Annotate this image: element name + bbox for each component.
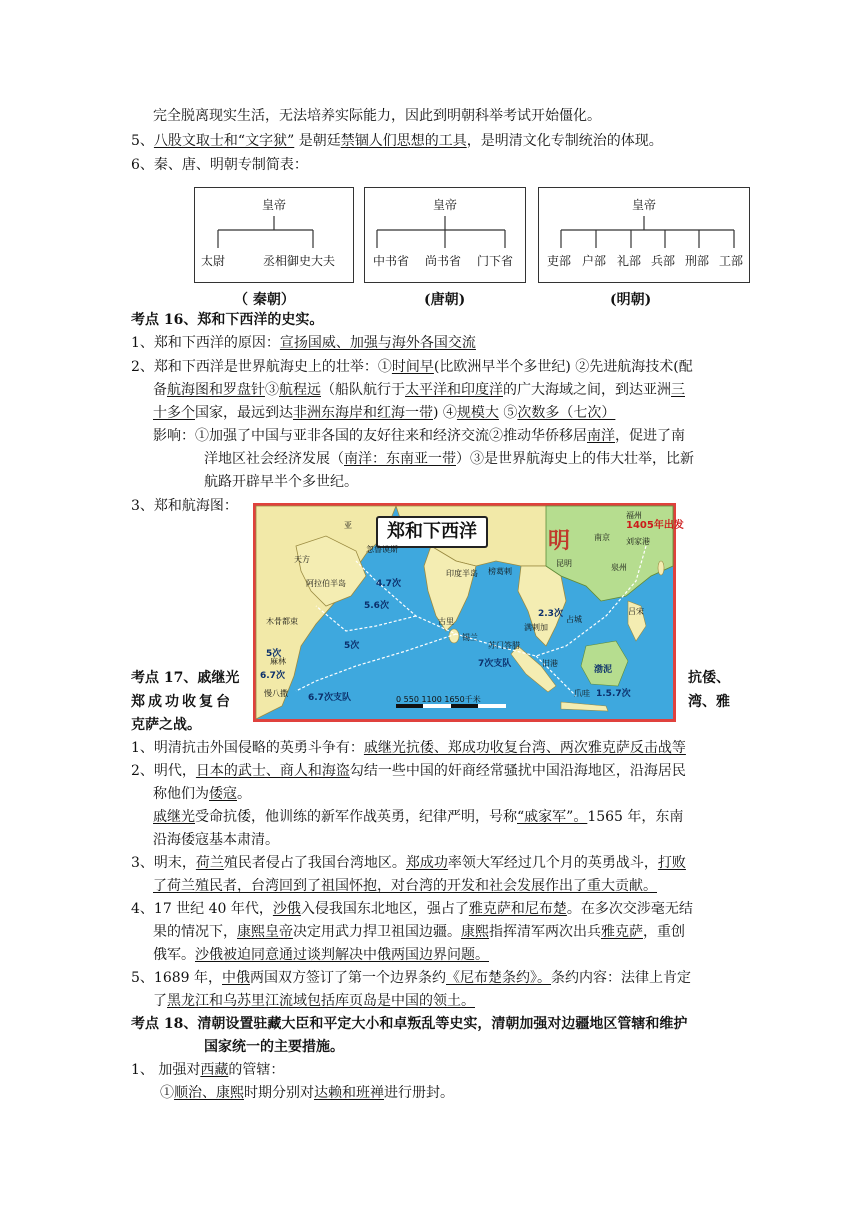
text-line — [131, 968, 691, 988]
tang-dynasty-chart — [364, 187, 526, 283]
text: （船队航行于 — [321, 382, 405, 398]
voyage-label: 2.3次 — [538, 609, 563, 619]
chart-node-label: 户部 — [582, 254, 607, 268]
voyage-label: 5次 — [344, 641, 360, 651]
underlined-text: 规模大 — [456, 405, 499, 421]
section-heading: 抗倭、 — [688, 670, 730, 686]
map-label: 吕宋 — [628, 607, 644, 616]
text: 了 — [153, 993, 167, 1009]
underlined-text: 太平洋和印度洋 — [405, 382, 503, 398]
underlined-text: 航程远 — [279, 382, 321, 398]
underlined-text: 南洋：东南亚一带 — [344, 451, 456, 467]
map-label: 爪哇 — [574, 689, 590, 698]
text-line — [204, 472, 358, 492]
paragraph-text: 沿海倭寇基本肃清。 — [153, 832, 279, 848]
text: 进行册封。 — [384, 1085, 454, 1101]
text: 勾结一些中国的奸商经常骚扰中国沿海地区，沿海居民 — [349, 763, 686, 779]
underlined-text: 三 — [671, 382, 685, 398]
chart-top-label: 皇帝 — [631, 198, 656, 212]
underlined-text: 康熙皇帝 — [237, 924, 293, 940]
underlined-text: 雅克萨和尼布楚 — [468, 901, 567, 917]
text-line — [131, 738, 686, 758]
text: 2、明代， — [131, 763, 196, 779]
map-title: 郑和下西洋 — [376, 516, 488, 548]
underlined-text: 了荷兰殖民者，台湾回到了祖国怀抱，对台湾的开发和社会发展作出了重大贡献。 — [153, 878, 657, 894]
text: 受命抗倭，他训练的新军作战英勇，纪律严明，号称 — [195, 809, 517, 825]
text: 1、郑和下西洋的原因： — [131, 335, 280, 351]
map-label: 忽鲁谟斯 — [366, 545, 398, 554]
text-line — [131, 155, 308, 175]
underlined-text: 荷兰 — [195, 855, 224, 871]
text: 条约内容：法律上肯定 — [551, 970, 691, 986]
voyage-label: 6.7次 — [260, 671, 285, 681]
underlined-text: 顺治、康熙 — [174, 1085, 244, 1101]
map-label: 泉州 — [611, 563, 627, 572]
underlined-text: 戚继光抗倭、郑成功收复台湾、两次雅克萨反击战等 — [363, 740, 686, 756]
map-label: 麻林 — [270, 657, 286, 666]
text: ⑤ — [498, 405, 518, 421]
underlined-text: 日本的武士、商人和海盗 — [195, 763, 350, 779]
chart-caption: （ 秦朝） — [234, 292, 295, 308]
text: 殖民者侵占了我国台湾地区。 — [223, 855, 406, 871]
underlined-text: 次数多（七次） — [517, 405, 616, 421]
map-label: 木骨都束 — [266, 617, 298, 626]
chart-caption: (明朝) — [610, 292, 652, 308]
underlined-text: 戚继光 — [153, 809, 195, 825]
map-country-label: 明 — [548, 529, 571, 554]
map-label: 占城 — [566, 615, 582, 624]
map-label: 印度半岛 — [446, 569, 478, 578]
text: 3、明末， — [131, 855, 196, 871]
text: 称他们为 — [153, 786, 209, 802]
text-line — [153, 991, 475, 1011]
text: 率领大军经过几个月的英勇战斗， — [447, 855, 658, 871]
paragraph-text: 航路开辟早半个多世纪。 — [204, 474, 358, 490]
underlined-text: 南洋 — [587, 428, 615, 444]
text: 1565 年，东南 — [587, 809, 684, 825]
text-line — [153, 784, 251, 804]
underlined-text: 十多个 — [153, 405, 195, 421]
voyage-label: 1.5.7次 — [596, 689, 631, 699]
map-note: 1405年出发 — [626, 520, 684, 531]
map-label: 阿拉伯半岛 — [306, 579, 346, 588]
underlined-text: 禁锢人们思想的工具 — [340, 133, 467, 149]
paragraph-text: 6、秦、唐、明朝专制简表： — [131, 157, 308, 173]
text-line — [131, 899, 693, 919]
text: 时期分别对 — [244, 1085, 314, 1101]
section-heading: 国家统一的主要措施。 — [204, 1039, 344, 1055]
map-label: 古里 — [438, 617, 454, 626]
text: 影响：①加强了中国与亚非各国的友好往来和经济交流②推动华侨移居 — [153, 428, 587, 444]
chart-node-label: 丞相御史大夫 — [263, 254, 336, 268]
underlined-text: 黑龙江和乌苏里江流域包括库页岛是中国的领土。 — [167, 993, 475, 1009]
text-line — [153, 830, 279, 850]
section-heading: 郑成功收复台 — [131, 694, 233, 710]
text: 指挥清军两次出兵 — [489, 924, 601, 940]
underlined-text: 非洲东海岸和红海一带 — [293, 405, 433, 421]
text: 洋地区社会经济发展（ — [204, 451, 344, 467]
text-line — [153, 922, 685, 942]
voyage-label: 7次支队 — [478, 659, 512, 669]
text-line — [131, 853, 686, 873]
map-label: 渤泥 — [594, 665, 613, 675]
text-line — [153, 403, 615, 423]
text: 入侵我国东北地区，强占了 — [300, 901, 469, 917]
underlined-text: 倭寇 — [209, 786, 237, 802]
underlined-text: 打败 — [657, 855, 686, 871]
map-scale: 0 550 1100 1650千米 — [396, 695, 481, 704]
map-label: 南京 — [594, 533, 610, 542]
underlined-text: 中俄 — [222, 970, 250, 986]
text-line — [131, 496, 238, 516]
voyage-label: 6.7次支队 — [308, 693, 351, 703]
chart-node-label: 工部 — [719, 254, 744, 268]
text-line — [153, 380, 685, 400]
text: 4、17 世纪 40 年代， — [131, 901, 273, 917]
text: 的管辖： — [228, 1062, 285, 1078]
voyage-label: 4.7次 — [376, 579, 401, 589]
section-heading: 考点 17、戚继光 — [131, 670, 240, 686]
text-line — [131, 357, 693, 377]
text: 果的情况下， — [153, 924, 237, 940]
map-label: 刘家港 — [626, 537, 650, 546]
chart-node-label: 兵部 — [651, 254, 676, 268]
chart-node-label: 吏部 — [547, 254, 572, 268]
text: 1、 加强对 — [131, 1062, 201, 1078]
map-label: 亚 — [344, 521, 352, 530]
underlined-text: 宣扬国威、加强与海外各国交流 — [279, 335, 476, 351]
chart-node-label: 刑部 — [685, 254, 710, 268]
text: ，是明清文化专制统治的体现。 — [466, 133, 663, 149]
chart-node-label: 中书省 — [373, 254, 410, 268]
underlined-text: 八股文取士和“文字狱” — [153, 133, 295, 149]
underlined-text: 雅克萨 — [601, 924, 643, 940]
underlined-text: 航海图和罗盘针 — [167, 382, 265, 398]
text: ，重创 — [643, 924, 685, 940]
text-line — [153, 807, 683, 827]
text: 是朝廷 — [294, 133, 341, 149]
text: 决定用武力捍卫祖国边疆。 — [293, 924, 461, 940]
text: 俄军。 — [153, 947, 195, 963]
zheng-he-voyage-map — [253, 503, 684, 722]
text: 。 — [237, 786, 251, 802]
text: 的广大海域之间，到达亚洲 — [503, 382, 671, 398]
section-heading: 克萨之战。 — [131, 717, 201, 733]
text-line — [131, 1060, 284, 1080]
chart-top-label: 皇帝 — [261, 198, 286, 212]
chart-caption: (唐朝) — [424, 292, 466, 308]
chart-node-label: 门下省 — [477, 254, 514, 268]
chart-node-label: 尚书省 — [425, 254, 462, 268]
section-heading: 考点 18、清朝设置驻藏大臣和平定大小和卓叛乱等史实，清朝加强对边疆地区管辖和维护 — [131, 1016, 688, 1032]
underlined-text: 西藏 — [200, 1062, 229, 1078]
text: ，促进了南 — [615, 428, 685, 444]
underlined-text: 沙俄被迫同意通过谈判解决中俄两国边界问题。 — [195, 947, 489, 963]
map-label: 昆明 — [556, 559, 572, 568]
text: 备 — [153, 382, 167, 398]
chart-node-label: 太尉 — [201, 254, 226, 268]
map-label: 锡兰 — [462, 633, 478, 642]
text-line — [204, 449, 694, 469]
text-line — [131, 333, 476, 353]
text-line — [131, 761, 686, 781]
text: 1、明清抗击外国侵略的英勇斗争有： — [131, 740, 364, 756]
text: ③ — [265, 382, 279, 398]
text: 5、1689 年， — [131, 970, 222, 986]
map-label: 天方 — [294, 555, 310, 564]
underlined-text: “戚家军”。 — [517, 809, 588, 825]
ming-dynasty-chart — [538, 187, 750, 283]
text-line — [153, 426, 685, 446]
text: ）③是世界航海史上的伟大壮举，比新 — [456, 451, 694, 467]
text: ① — [160, 1085, 174, 1101]
voyage-label: 5次 — [266, 649, 282, 659]
map-label: 榜葛剌 — [488, 567, 512, 576]
text: 。在多次交涉毫无结 — [566, 901, 693, 917]
underlined-text: 康熙 — [461, 924, 489, 940]
underlined-text: 达赖和班禅 — [314, 1085, 384, 1101]
qin-dynasty-chart — [194, 187, 354, 283]
map-label: 福州 — [626, 511, 642, 520]
text: (比欧洲早半个多世纪) ②先进航海技术(配 — [433, 359, 693, 375]
paragraph-text: 3、郑和航海图： — [131, 498, 238, 514]
section-heading: 湾、雅 — [688, 694, 730, 710]
voyage-label: 5.6次 — [364, 601, 389, 611]
text: 两国双方签订了第一个边界条约 — [250, 970, 446, 986]
map-label: 满剌加 — [524, 623, 548, 632]
underlined-text: 沙俄 — [272, 901, 301, 917]
map-label: 旧港 — [542, 659, 558, 668]
text-line — [153, 876, 657, 896]
chart-top-label: 皇帝 — [432, 198, 457, 212]
text: 5、 — [131, 133, 154, 149]
text: 国家，最远到达 — [195, 405, 293, 421]
text: ) ④ — [433, 405, 457, 421]
text-line — [153, 106, 601, 126]
underlined-text: 郑成功 — [405, 855, 448, 871]
text-line — [153, 945, 489, 965]
underlined-text: 时间早 — [391, 359, 434, 375]
text-line — [160, 1083, 454, 1103]
map-label: 慢八撒 — [264, 689, 288, 698]
text: 2、郑和下西洋是世界航海史上的壮举：① — [131, 359, 392, 375]
underlined-text: 《尼布楚条约》。 — [446, 970, 551, 986]
section-heading: 考点 16、郑和下西洋的史实。 — [131, 312, 324, 328]
map-label: 苏门答腊 — [488, 641, 520, 650]
chart-node-label: 礼部 — [617, 254, 642, 268]
text-line — [131, 131, 663, 151]
paragraph-text: 完全脱离现实生活，无法培养实际能力，因此到明朝科举考试开始僵化。 — [153, 108, 601, 124]
